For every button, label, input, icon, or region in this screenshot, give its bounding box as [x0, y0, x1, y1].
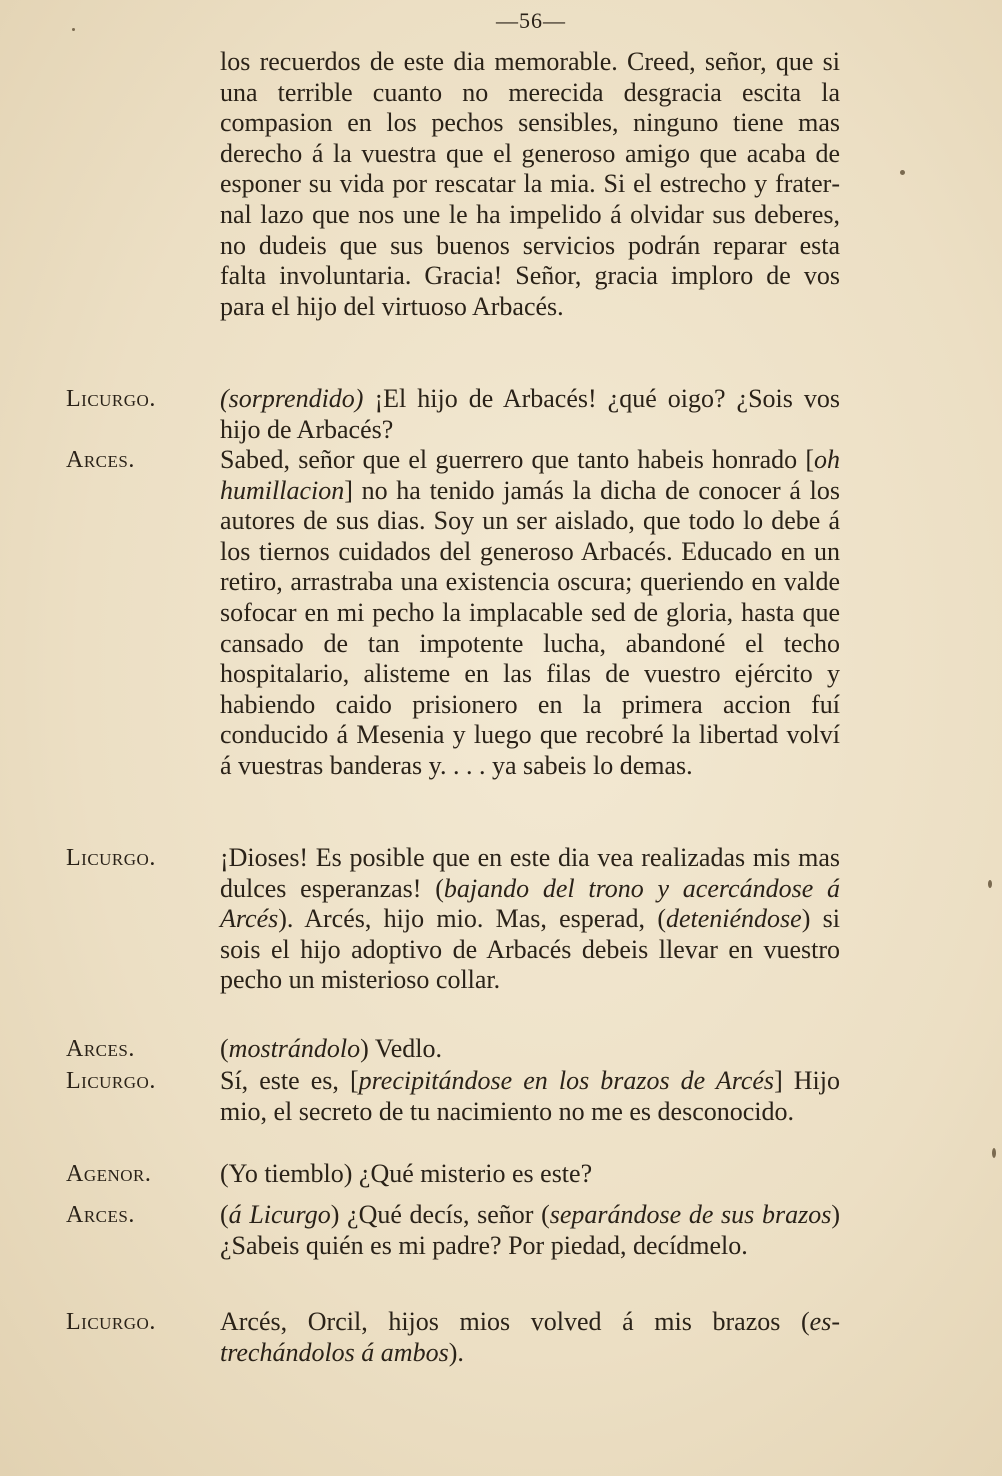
speaker-name: Arces.	[66, 1202, 135, 1228]
dialogue-text: ¡Dioses! Es posible que en este dia vea realizadas mis mas dulces esperanzas! (	[220, 843, 840, 903]
speech-block	[66, 843, 846, 996]
page-number: —56—	[496, 8, 566, 33]
speech-text	[220, 445, 840, 782]
stage-direction: bajando del trono y acercándose á Arcés	[220, 873, 840, 934]
speaker-name: Arces.	[66, 1036, 135, 1062]
speech-block	[66, 1200, 846, 1261]
speech-block	[66, 445, 846, 782]
dialogue-text: ).	[448, 1337, 464, 1367]
dialogue-text: (Yo tiemblo) ¿Qué misterio es este?	[220, 1159, 593, 1188]
speech-text	[220, 843, 840, 996]
dialogue-text: los recuerdos de este dia memorable. Creed, señor, que si una terrible cuanto no merecida desgracia escita la compasion en los pechos sensibles, ninguno tiene mas derecho á la vuestra que el generoso amigo que acaba de esponer su vida por rescatar la mia. Si el estrecho y fraternal lazo que nos une le ha impelido á olvidar sus deberes, no dudeis que sus buenos servicios podrán reparar esta falta involuntaria. Gracia! Señor, gracia imploro de vos para el hijo del virtuoso Arbacés.	[220, 47, 840, 321]
dialogue-text: ] Hijo mio, el secreto de tu nacimiento no me es desconocido.	[220, 1066, 841, 1126]
dialogue-text: (	[220, 1200, 229, 1229]
speech-block	[66, 1066, 846, 1127]
speech-block	[66, 1159, 846, 1190]
speech-text	[220, 1066, 840, 1127]
speech-block	[66, 1034, 846, 1065]
paper-speck	[992, 1148, 996, 1158]
dialogue-text: ] no ha tenido jamás la dicha de conocer á los autores de sus dias. Soy un ser aislado, que todo lo debe á los tiernos cuidados del generoso Arbacés. Educado en un retiro, arrastraba una existencia oscura; queriendo en valde sofocar en mi pecho la implacable sed de gloria, hasta que cansado de tan impotente lucha, abandoné el techo hospitalario, alisteme en las filas de vuestro ejército y habiendo caido prisionero en la primera accion fuí conducido á Mesenia y luego que recobré la libertad volví á vuestras banderas y. . . . ya sabeis lo demas.	[220, 475, 840, 780]
speech-text	[220, 1200, 840, 1261]
speech-text	[220, 1159, 840, 1190]
dialogue-text: Arcés, Orcil, hijos mios volved á mis brazos (	[220, 1307, 810, 1336]
stage-direction: estrechándolos á ambos	[220, 1307, 840, 1367]
paper-speck	[72, 28, 75, 31]
speaker-name: Arces.	[66, 447, 135, 473]
stage-direction: á Licurgo	[228, 1200, 331, 1229]
stage-direction: precipitándose en los brazos de Arcés	[358, 1066, 775, 1095]
speaker-name: Agenor.	[66, 1161, 152, 1187]
speaker-name: Licurgo.	[66, 845, 156, 871]
speaker-name: Licurgo.	[66, 1309, 156, 1335]
speaker-name: Licurgo.	[66, 1068, 156, 1094]
speech-text	[220, 1034, 840, 1065]
dialogue-text: ¡El hijo de Arbacés! ¿qué oigo? ¿Sois vos hijo de Arbacés?	[220, 384, 840, 444]
stage-direction: separándose de sus brazos	[549, 1200, 832, 1229]
speech-text	[220, 1307, 840, 1368]
paper-speck	[900, 170, 905, 175]
dialogue-text: Sabed, señor que el guerrero que tanto habeis honrado [	[220, 445, 814, 474]
stage-direction: mostrándolo	[228, 1034, 361, 1063]
speaker-name: Licurgo.	[66, 386, 156, 412]
paper-speck	[988, 880, 992, 888]
dialogue-text: (	[220, 1034, 229, 1063]
speech-block	[66, 384, 846, 445]
dialogue-text: ). Arcés, hijo mio. Mas, esperad, (	[278, 904, 666, 934]
dialogue-text: ) si sois el hijo adoptivo de Arbacés debeis llevar en vuestro pecho un misterioso collar.	[220, 904, 840, 995]
dialogue-text: ) ¿Sabeis quién es mi padre? Por piedad, decídmelo.	[220, 1200, 840, 1260]
stage-direction: (sorprendido)	[220, 384, 364, 413]
stage-direction: oh humillacion	[220, 445, 840, 505]
speech-block	[66, 1307, 846, 1368]
dialogue-text: ) ¿Qué decís, señor (	[330, 1200, 550, 1229]
speech-text	[220, 47, 840, 322]
stage-direction: deteniéndose	[665, 904, 802, 934]
dialogue-text: Sí, este es, [	[220, 1066, 359, 1095]
speech-text	[220, 384, 840, 445]
dialogue-text: ) Vedlo.	[360, 1034, 442, 1063]
speech-block	[66, 47, 846, 322]
